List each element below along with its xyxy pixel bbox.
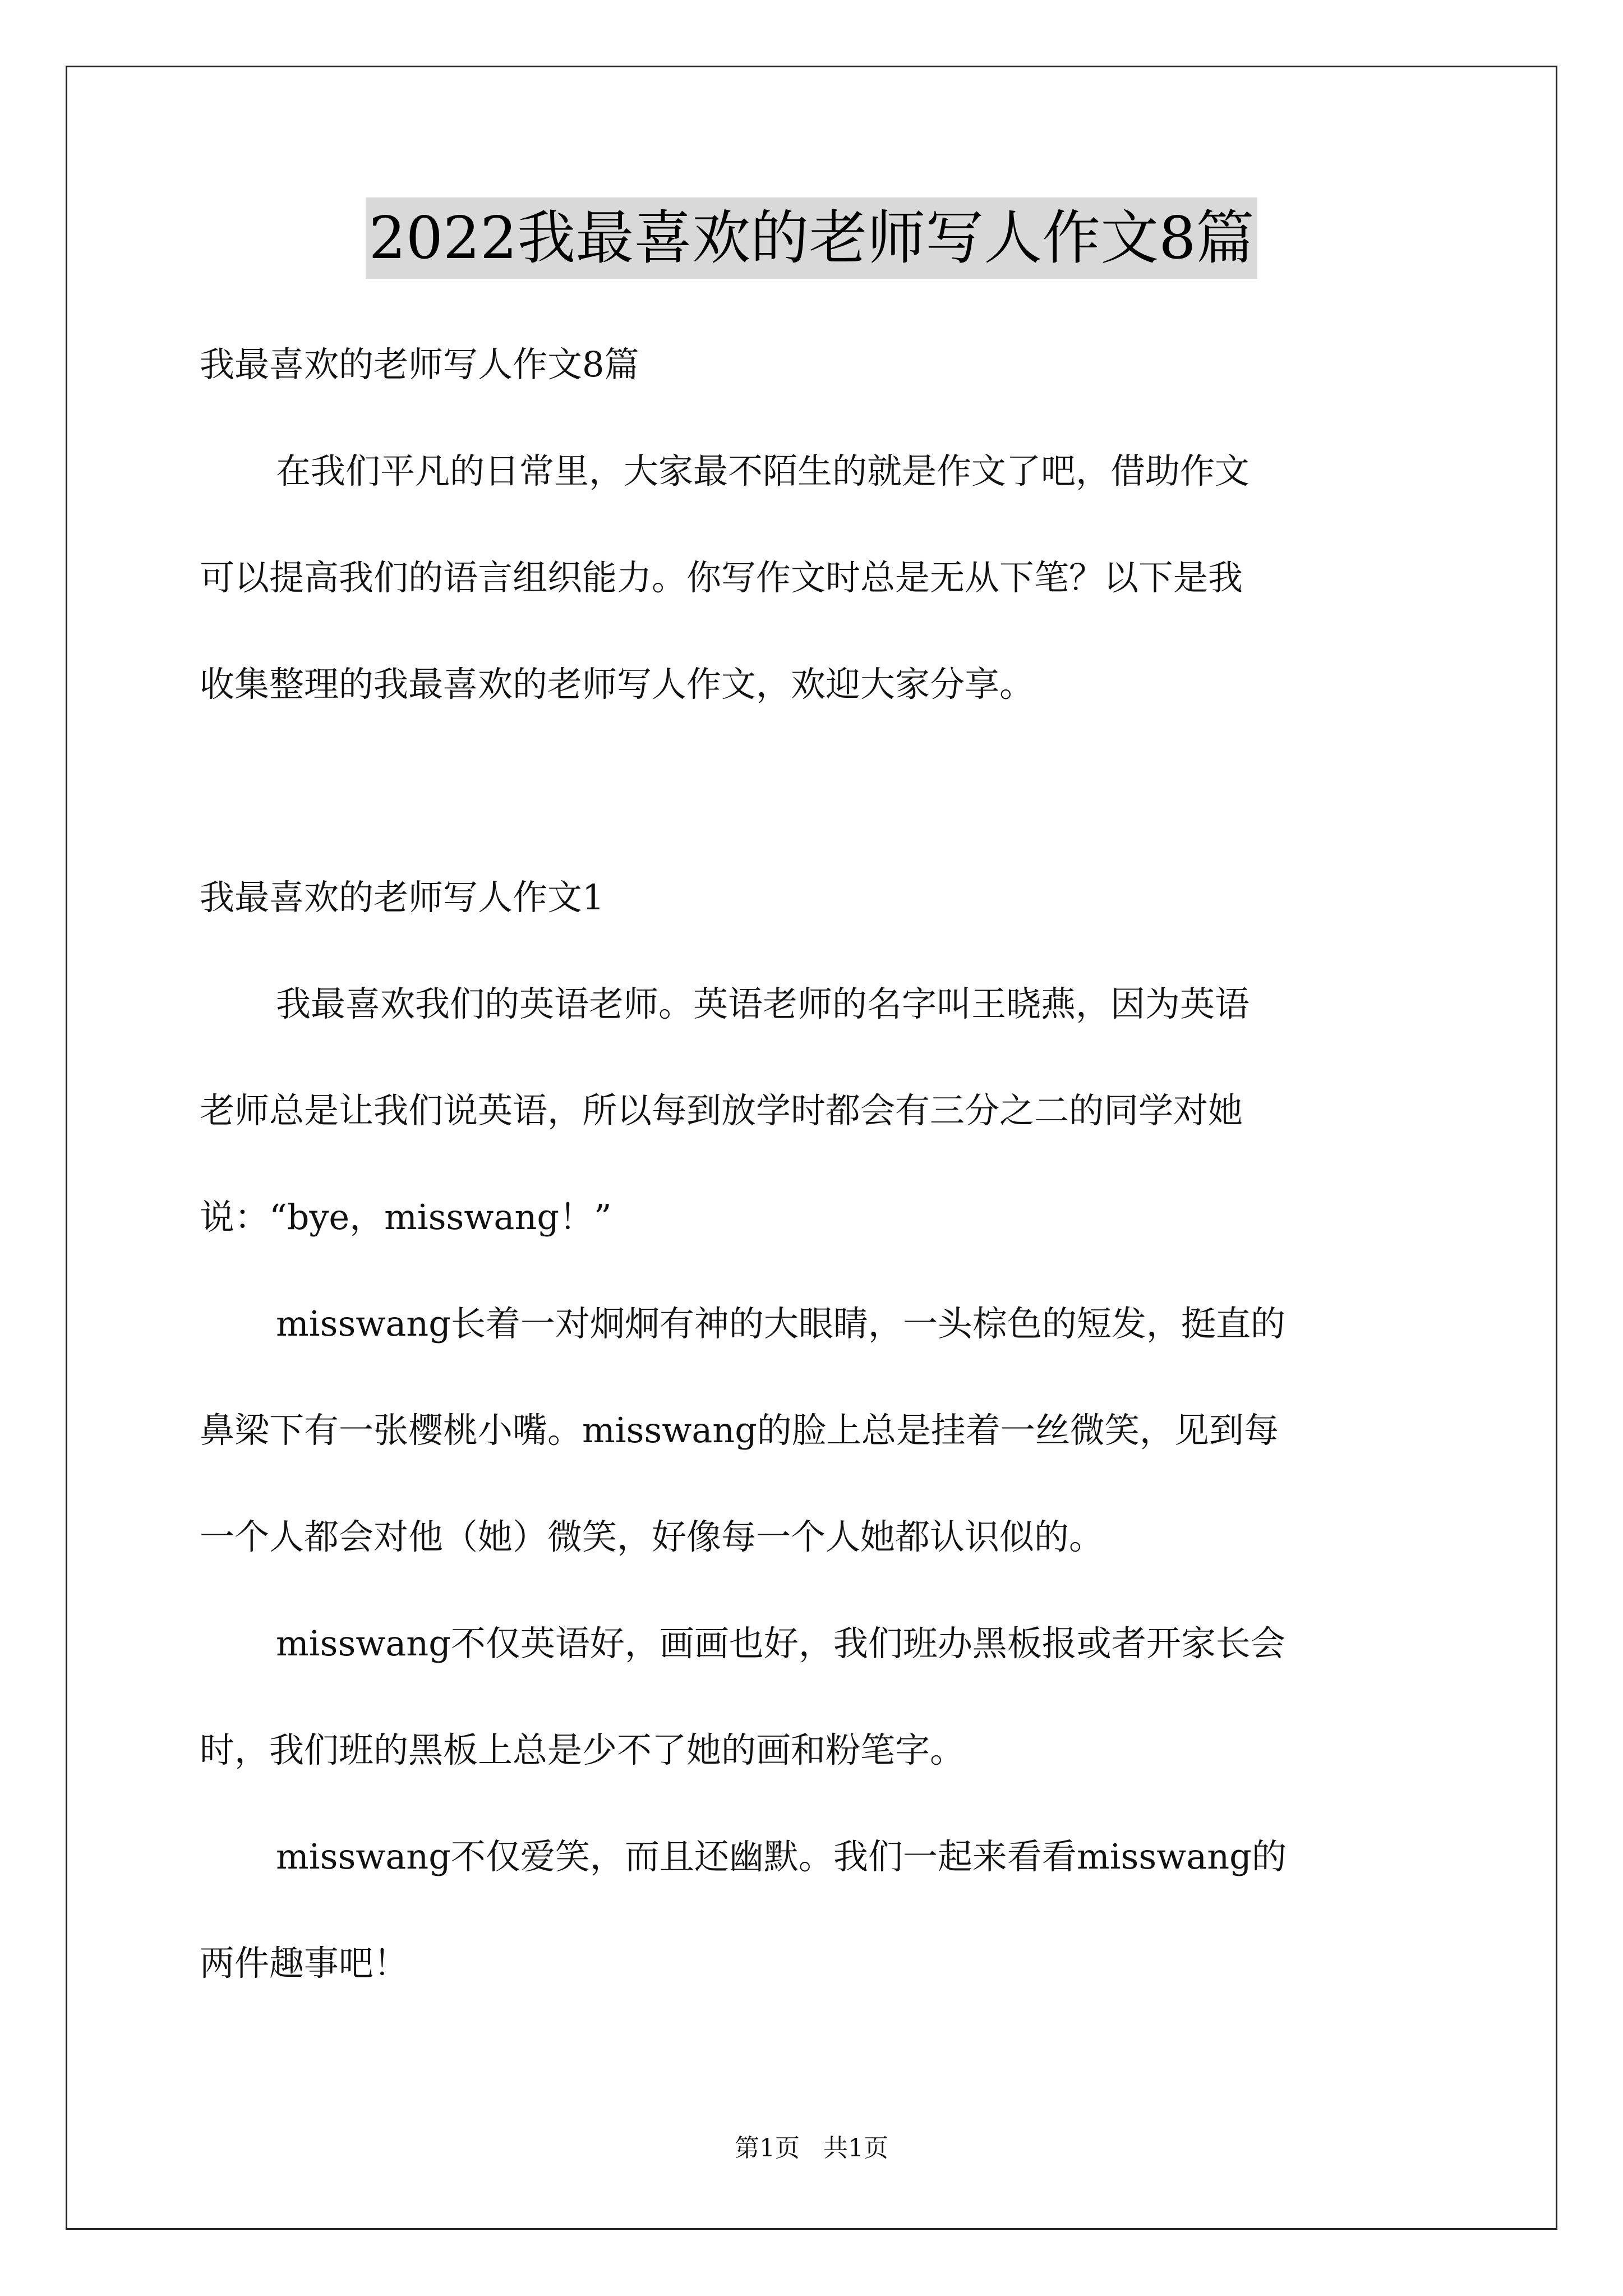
text-line: 时，我们班的黑板上总是少不了她的画和粉笔字。	[200, 1729, 965, 1770]
text-line: 一个人都会对他（她）微笑，好像每一个人她都认识似的。	[200, 1516, 1104, 1557]
text-line: 说：“bye，misswang！”	[200, 1197, 612, 1237]
document-subtitle: 我最喜欢的老师写人作文8篇	[200, 344, 639, 385]
paragraph-1	[200, 951, 1428, 1271]
text-line: misswang不仅爱笑，而且还幽默。我们一起来看看misswang的	[276, 1836, 1287, 1877]
title-container	[0, 197, 1623, 279]
section-heading: 我最喜欢的老师写人作文1	[200, 877, 605, 918]
text-line: 鼻梁下有一张樱桃小嘴。misswang的脸上总是挂着一丝微笑，见到每	[200, 1410, 1279, 1451]
text-line: misswang不仅英语好，画画也好，我们班办黑板报或者开家长会	[276, 1623, 1285, 1664]
text-line: 老师总是让我们说英语，所以每到放学时都会有三分之二的同学对她	[200, 1090, 1243, 1131]
paragraph-3	[200, 1590, 1428, 1803]
document-title: 2022我最喜欢的老师写人作文8篇	[366, 197, 1258, 279]
paragraph-2	[200, 1271, 1428, 1590]
text-line: 可以提高我们的语言组织能力。你写作文时总是无从下笔？以下是我	[200, 557, 1243, 598]
text-line: 我最喜欢我们的英语老师。英语老师的名字叫王晓燕，因为英语	[276, 983, 1250, 1024]
page-footer: 第1页 共1页	[735, 2134, 888, 2162]
text-line: misswang长着一对炯炯有神的大眼睛，一头棕色的短发，挺直的	[276, 1303, 1285, 1344]
section-gap	[200, 738, 1428, 844]
text-line: 在我们平凡的日常里，大家最不陌生的就是作文了吧，借助作文	[276, 450, 1250, 491]
text-line: 两件趣事吧！	[200, 1943, 409, 1984]
document-body	[200, 311, 1428, 2017]
paragraph-4	[200, 1803, 1428, 2017]
intro-paragraph	[200, 418, 1428, 738]
text-line: 收集整理的我最喜欢的老师写人作文，欢迎大家分享。	[200, 664, 1035, 705]
